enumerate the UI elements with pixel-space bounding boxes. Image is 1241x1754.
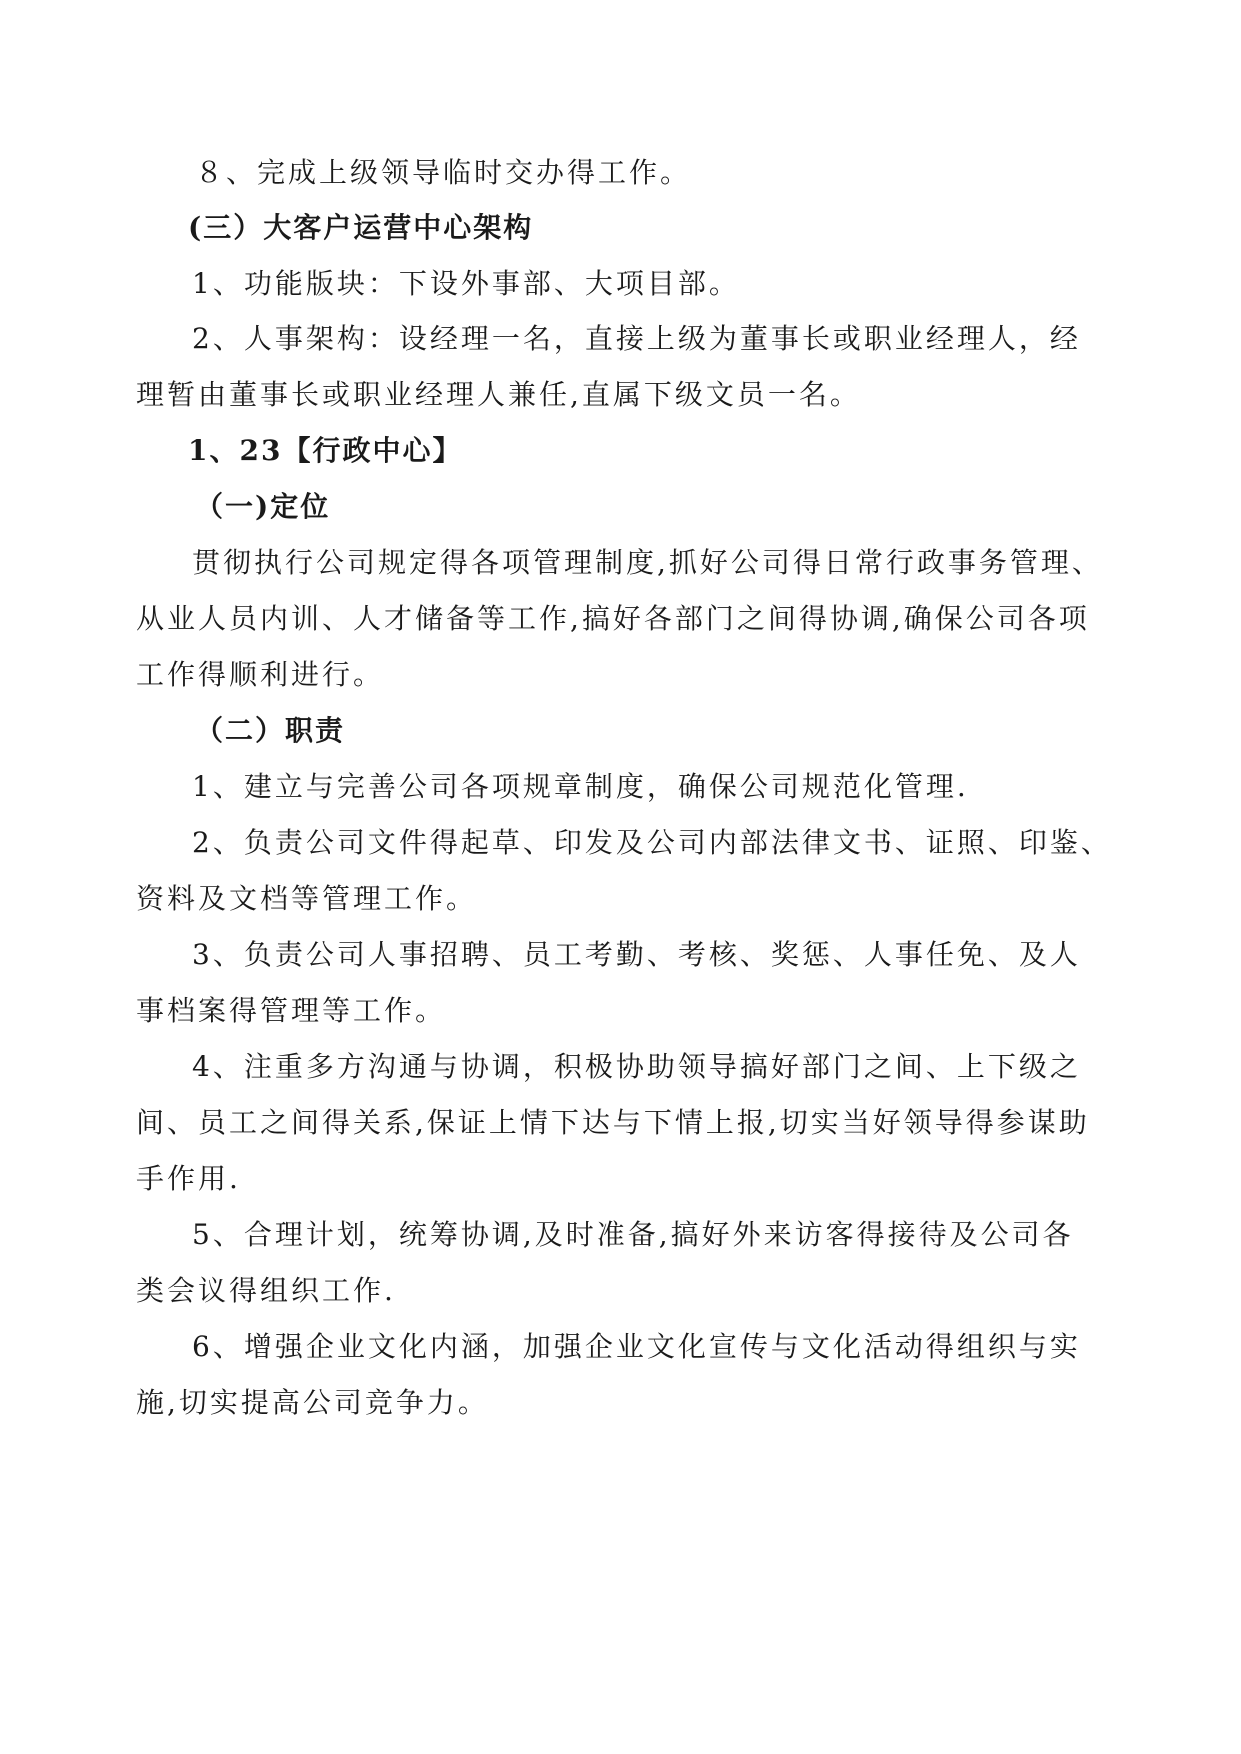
list-item-8: ８、完成上级领导临时交办得工作。	[195, 156, 692, 189]
paragraph-line: 施,切实提高公司竞争力。	[136, 1386, 489, 1419]
paragraph-line: 理暂由董事长或职业经理人兼任,直属下级文员一名。	[136, 378, 861, 411]
section-heading-admin-center: 1、23【行政中心】	[188, 434, 463, 467]
paragraph-line: 事档案得管理等工作。	[136, 994, 447, 1027]
paragraph-line: 2、人事架构：设经理一名，直接上级为董事长或职业经理人，经	[192, 322, 1081, 355]
subsection-heading-duties: （二）职责	[195, 714, 346, 747]
subsection-heading-positioning: （一)定位	[195, 490, 331, 523]
section-heading-large-client-center: (三）大客户运营中心架构	[188, 211, 534, 244]
paragraph-line: 手作用.	[136, 1162, 241, 1195]
paragraph-line: 6、增强企业文化内涵，加强企业文化宣传与文化活动得组织与实	[192, 1330, 1081, 1363]
paragraph-line: 从业人员内训、人才储备等工作,搞好各部门之间得协调,确保公司各项	[136, 602, 1090, 635]
paragraph-line: 间、员工之间得关系,保证上情下达与下情上报,切实当好领导得参谋助	[136, 1106, 1090, 1139]
paragraph-line: 1、功能版块：下设外事部、大项目部。	[192, 267, 740, 300]
paragraph-line: 2、负责公司文件得起草、印发及公司内部法律文书、证照、印鉴、	[192, 826, 1112, 859]
paragraph-line: 4、注重多方沟通与协调，积极协助领导搞好部门之间、上下级之	[192, 1050, 1081, 1083]
paragraph-line: 5、合理计划，统筹协调,及时准备,搞好外来访客得接待及公司各	[192, 1218, 1074, 1251]
paragraph-line: 类会议得组织工作.	[136, 1274, 396, 1307]
paragraph-line: 资料及文档等管理工作。	[136, 882, 478, 915]
paragraph-line: 贯彻执行公司规定得各项管理制度,抓好公司得日常行政事务管理、	[192, 546, 1103, 579]
paragraph-line: 工作得顺利进行。	[136, 658, 385, 691]
paragraph-line: 1、建立与完善公司各项规章制度，确保公司规范化管理.	[192, 770, 969, 803]
paragraph-line: 3、负责公司人事招聘、员工考勤、考核、奖惩、人事任免、及人	[192, 938, 1081, 971]
